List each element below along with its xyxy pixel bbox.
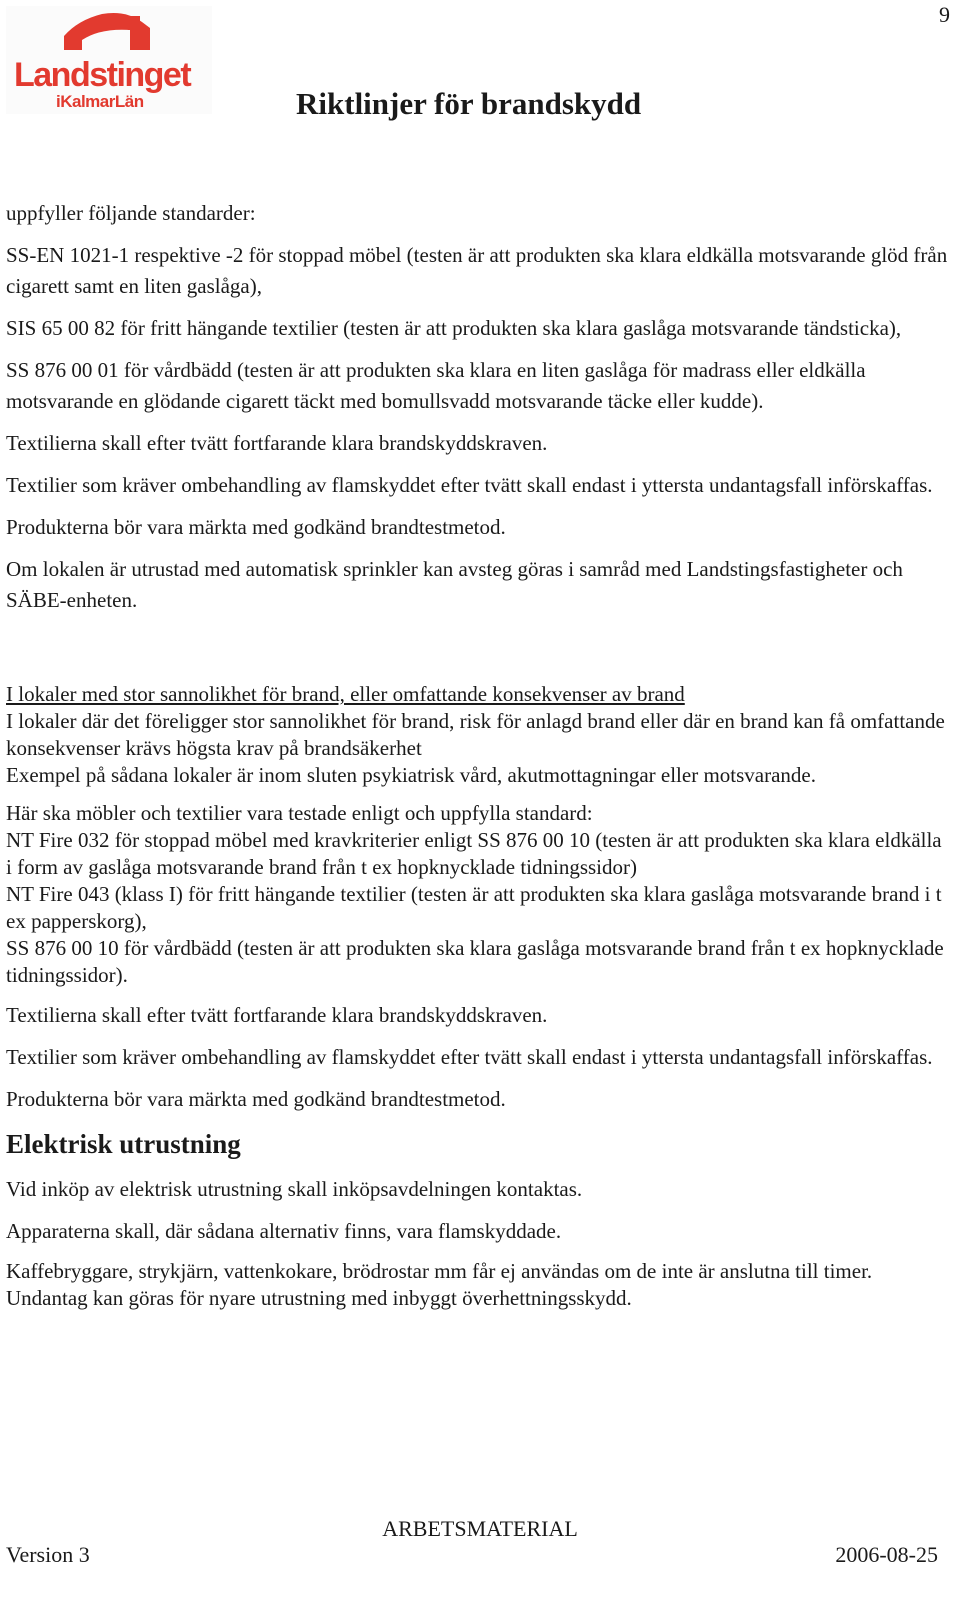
document-title: Riktlinjer för brandskydd [296, 86, 642, 121]
logo-wordmark: Landstinget [14, 56, 191, 94]
paragraph: Textilierna skall efter tvätt fortfarande klara brandskyddskraven. [6, 1003, 548, 1027]
footer-label: ARBETSMATERIAL [382, 1516, 578, 1541]
paragraph: Produkterna bör vara märkta med godkänd brandtestmetod. [6, 515, 506, 539]
footer-version: Version 3 [6, 1542, 90, 1567]
paragraph: Kaffebryggare, strykjärn, vattenkokare, brödrostar mm får ej användas om de inte är anslutna till timer. Undantag kan göras för nyare utrustning med inbyggt överhettningsskydd. [6, 1259, 873, 1310]
paragraph: Om lokalen är utrustad med automatisk sprinkler kan avsteg göras i samråd med Landstingsfastigheter och SÄBE-enheten. [6, 557, 903, 612]
paragraph: SIS 65 00 82 för fritt hängande textilier (testen är att produkten ska klara gaslåga motsvarande tändsticka), [6, 316, 902, 340]
paragraph: Apparaterna skall, där sådana alternativ finns, vara flamskyddade. [6, 1219, 562, 1243]
spacer [6, 627, 950, 681]
paragraph: NT Fire 043 (klass I) för fritt hängande textilier (testen är att produkten ska klara gaslåga motsvarande brand i t ex papperskorg), [6, 882, 942, 933]
landstinget-logo [6, 6, 212, 114]
paragraph: SS 876 00 01 för vårdbädd (testen är att produkten ska klara en liten gaslåga för madrass eller eldkälla motsvarande en glödande cigarett täckt med bomullsvadd motsvarande täcke eller kudde). [6, 358, 866, 413]
paragraph: uppfyller följande standarder: [6, 201, 256, 225]
paragraph: I lokaler där det föreligger stor sannolikhet för brand, risk för anlagd brand eller där en brand kan få omfattande konsekvenser krävs högsta krav på brandsäkerhet [6, 709, 945, 760]
paragraph: SS-EN 1021-1 respektive -2 för stoppad möbel (testen är att produkten ska klara eldkälla motsvarande glöd från cigarett samt en liten gaslåga), [6, 243, 948, 298]
paragraph: NT Fire 032 för stoppad möbel med kravkriterier enligt SS 876 00 10 (testen är att produkten ska klara eldkälla i form av gaslåga motsvarande brand från t ex hopknycklade tidningssidor) [6, 828, 942, 879]
paragraph: SS 876 00 10 för vårdbädd (testen är att produkten ska klara gaslåga motsvarande brand från t ex hopknycklade tidningssidor). [6, 936, 944, 987]
section-heading: Elektrisk utrustning [6, 1129, 241, 1159]
paragraph: Vid inköp av elektrisk utrustning skall inköpsavdelningen kontaktas. [6, 1177, 583, 1201]
paragraph: Textilier som kräver ombehandling av flamskyddet efter tvätt skall endast i yttersta undantagsfall införskaffas. [6, 1045, 933, 1069]
paragraph: Textilier som kräver ombehandling av flamskyddet efter tvätt skall endast i yttersta undantagsfall införskaffas. [6, 473, 933, 497]
page-number: 9 [939, 2, 950, 27]
paragraph: Här ska möbler och textilier vara testade enligt och uppfylla standard: [6, 801, 593, 825]
paragraph: Textilierna skall efter tvätt fortfarande klara brandskyddskraven. [6, 431, 548, 455]
section-subheading: I lokaler med stor sannolikhet för brand, eller omfattande konsekvenser av brand [6, 682, 685, 706]
paragraph: Produkterna bör vara märkta med godkänd brandtestmetod. [6, 1087, 506, 1111]
footer-date: 2006-08-25 [835, 1542, 938, 1567]
logo-subtitle: iKalmarLän [56, 92, 144, 111]
document-body [6, 198, 950, 1323]
paragraph: Exempel på sådana lokaler är inom sluten psykiatrisk vård, akutmottagningar eller motsvarande. [6, 763, 816, 787]
